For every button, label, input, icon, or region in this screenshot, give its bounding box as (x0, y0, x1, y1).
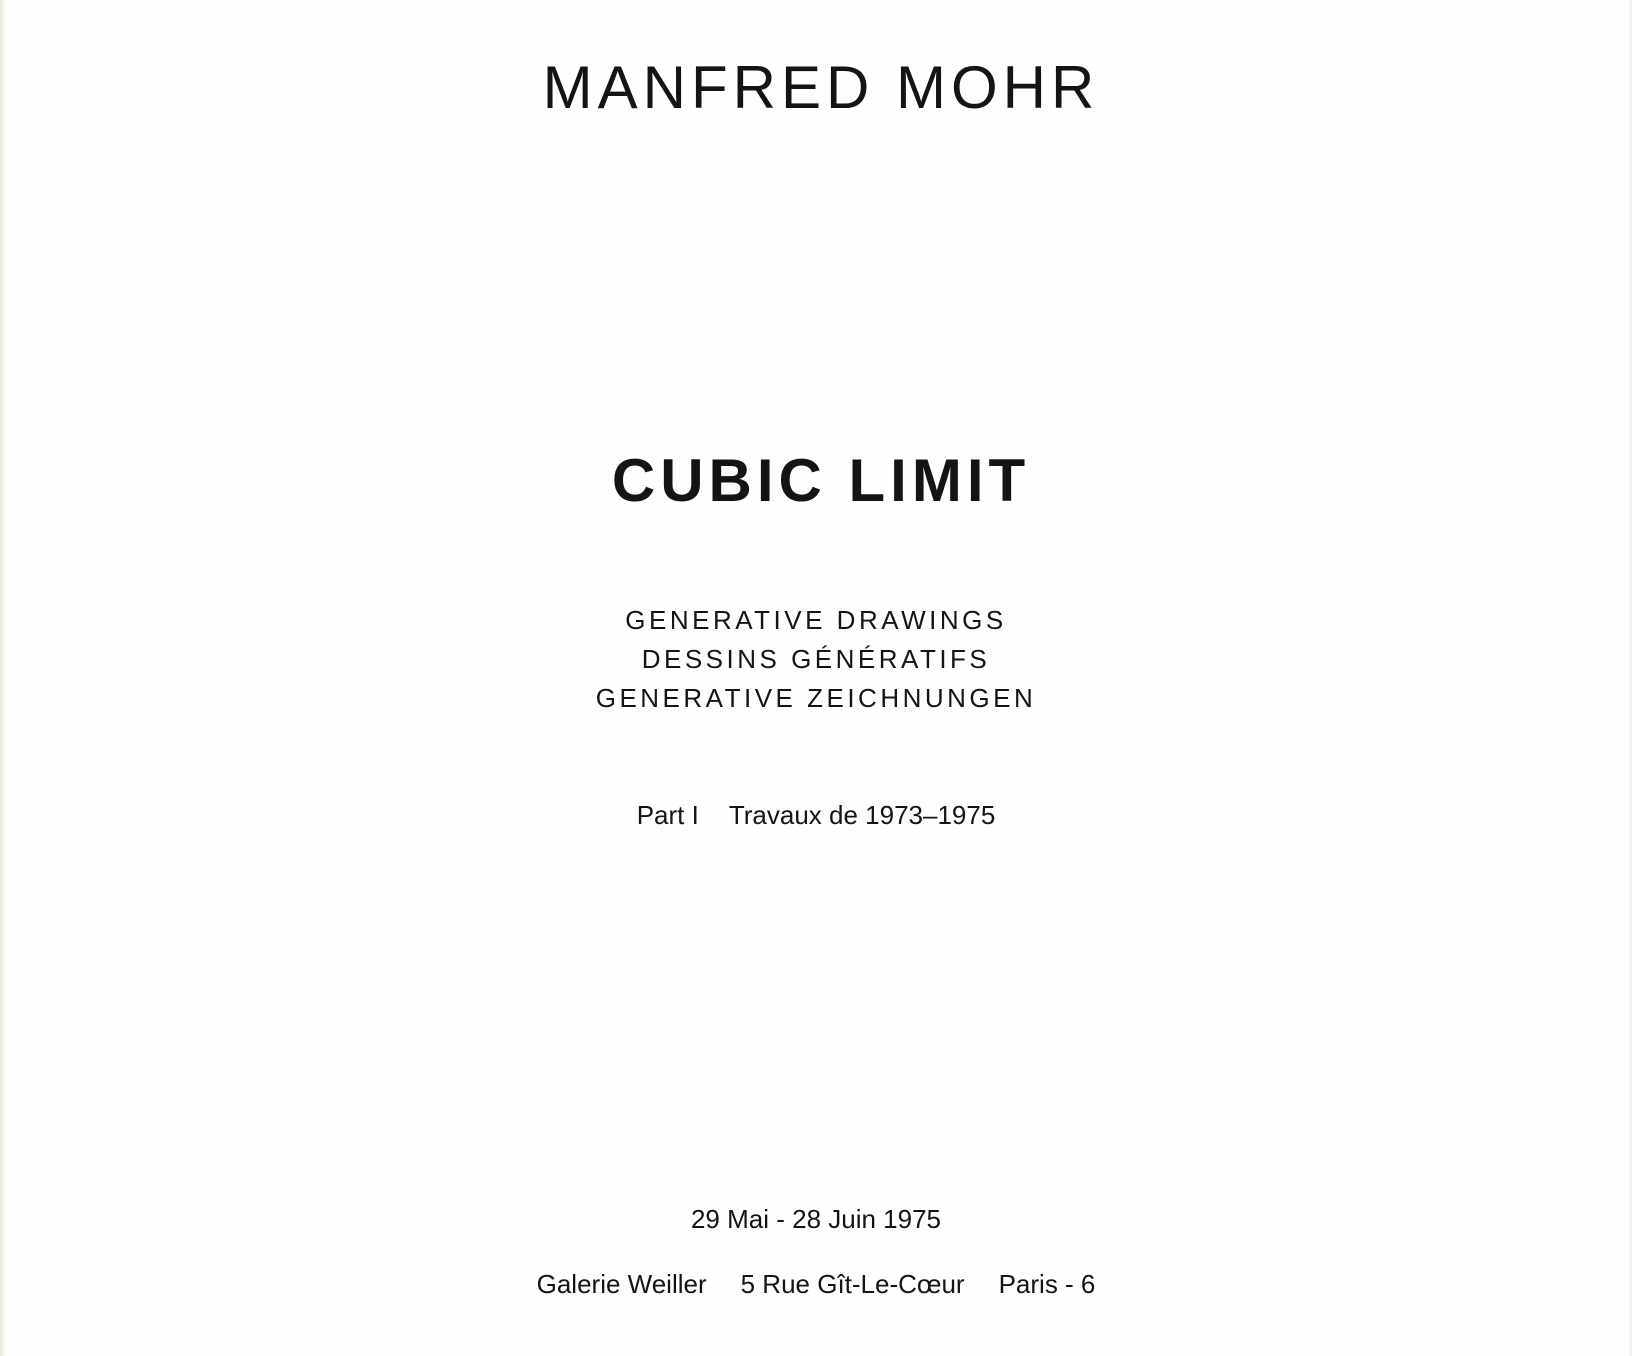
gallery-name: Galerie Weiller (536, 1269, 707, 1299)
artist-name: MANFRED MOHR (542, 54, 1100, 121)
subtitle-list (0, 601, 1632, 718)
venue-line (0, 1267, 1632, 1301)
part-text: Travaux de 1973–1975 (728, 800, 996, 830)
exhibition-title: CUBIC LIMIT (611, 447, 1031, 514)
gallery-city: Paris - 6 (998, 1269, 1096, 1299)
exhibition-dates: 29 Mai - 28 Juin 1975 (690, 1204, 942, 1234)
part-label: Part I (636, 800, 699, 830)
subtitle-french: DESSINS GÉNÉRATIFS (641, 644, 991, 674)
subtitle-german: GENERATIVE ZEICHNUNGEN (595, 683, 1037, 713)
subtitle-english: GENERATIVE DRAWINGS (625, 605, 1007, 635)
gallery-address: 5 Rue Gît-Le-Cœur (740, 1269, 965, 1299)
part-line (0, 798, 1632, 832)
